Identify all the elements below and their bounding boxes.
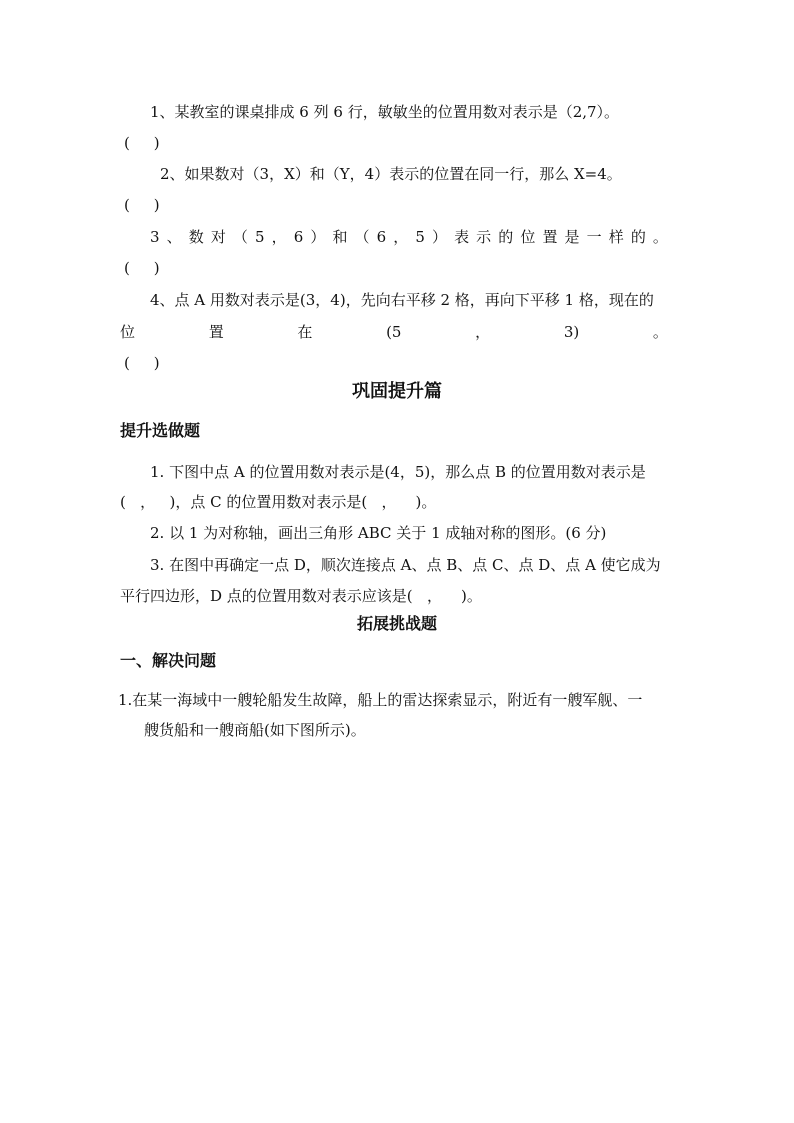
judge-q4-text-line2: 位 置 在 (5 ， 3) 。	[120, 323, 668, 341]
part-title: 一、解决问题	[120, 651, 217, 670]
judge-q3-answer-paren: ( )	[124, 259, 160, 277]
challenge-title: 拓展挑战题	[356, 614, 437, 633]
choice-q2-text: 2. 以 1 为对称轴，画出三角形 ABC 关于 1 成轴对称的图形。(6 分)	[150, 524, 607, 542]
choice-q1-line2: ( ， )，点 C 的位置用数对表示是( ， )。	[120, 493, 437, 511]
judge-q3-text: 3 、 数 对 （ 5 ， 6 ） 和 （ 6 ， 5 ） 表 示 的 位 置 是 一 样 的 。	[150, 228, 668, 246]
section-title: 巩固提升篇	[352, 381, 442, 402]
problem-line2: 艘货船和一艘商船(如下图所示)。	[144, 721, 366, 739]
problem-line1: 1.在某一海域中一艘轮船发生故障，船上的雷达探索显示，附近有一艘军舰、一	[118, 691, 643, 709]
judge-q2-answer-paren: ( )	[124, 196, 160, 214]
judge-q4-text-line1: 4、点 A 用数对表示是(3，4)，先向右平移 2 格，再向下平移 1 格，现在的	[150, 291, 654, 309]
judge-q4-answer-paren: ( )	[124, 354, 160, 372]
judge-q2-text: 2、如果数对（3，X）和（Y，4）表示的位置在同一行，那么 X=4。	[160, 165, 622, 183]
judge-q1-answer-paren: ( )	[124, 134, 160, 152]
choice-q3-line2: 平行四边形，D 点的位置用数对表示应该是( ， )。	[120, 587, 482, 605]
choice-q3-line1: 3. 在图中再确定一点 D，顺次连接点 A、点 B、点 C、点 D、点 A 使它成为	[150, 556, 661, 574]
choice-q1-line1: 1. 下图中点 A 的位置用数对表示是(4，5)，那么点 B 的位置用数对表示是	[150, 463, 646, 481]
subsection-title: 提升选做题	[120, 421, 201, 440]
judge-q1-text: 1、某教室的课桌排成 6 列 6 行，敏敏坐的位置用数对表示是（2,7）。	[150, 103, 620, 121]
